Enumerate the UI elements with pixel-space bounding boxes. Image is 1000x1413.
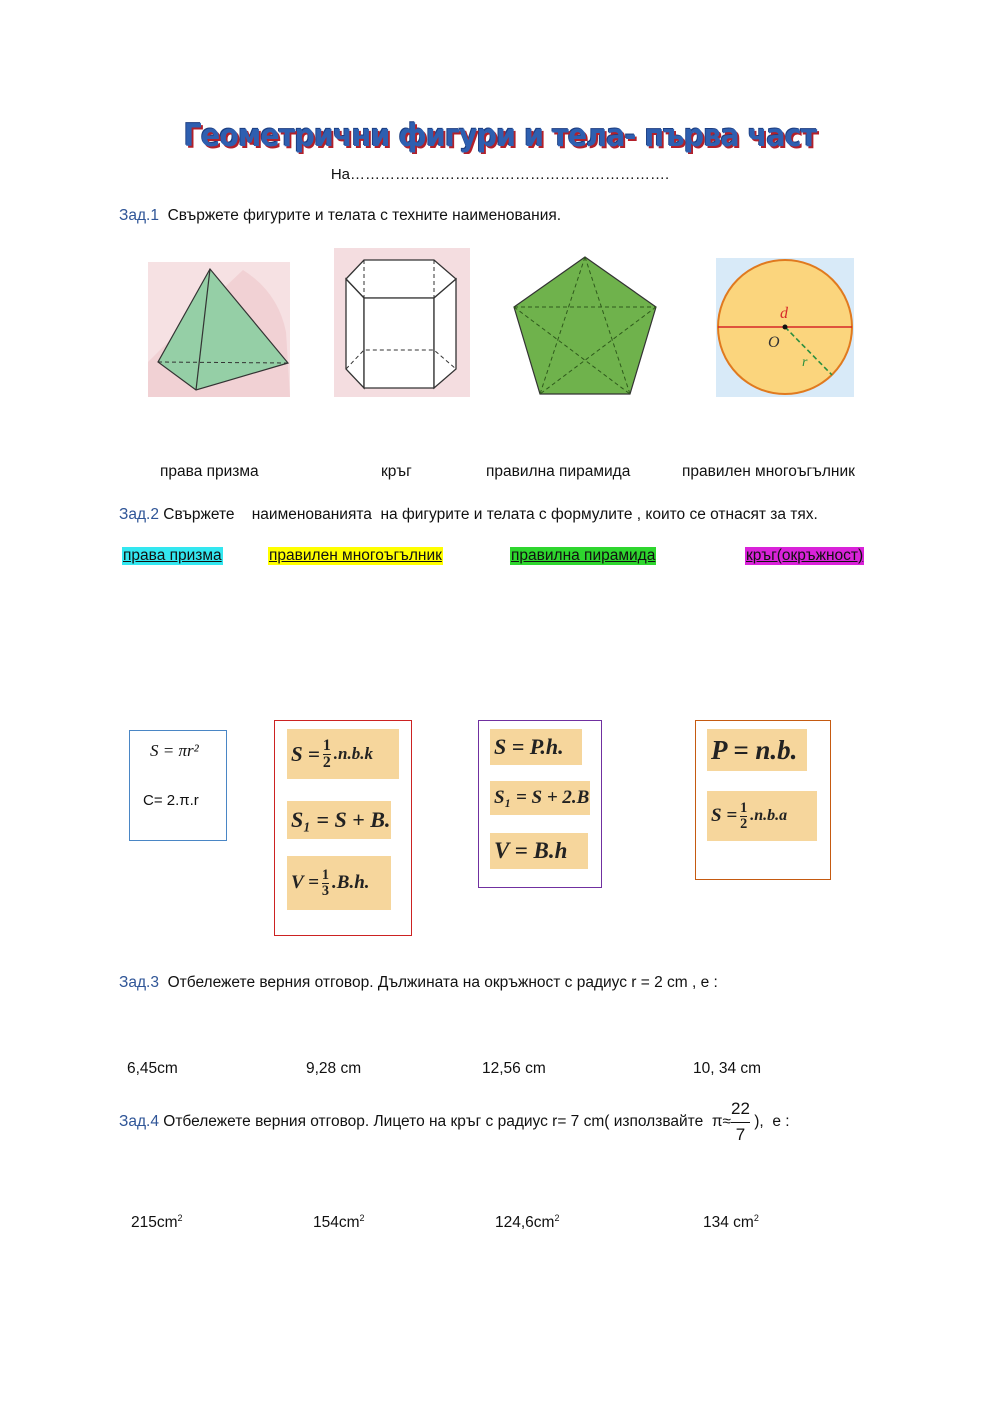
answer-value: 134 cm [703,1214,754,1232]
formula-pyramid-lateral [287,729,399,779]
name-right-prism[interactable]: права призма [123,547,222,564]
task4-number: Зад.4 [119,1113,159,1131]
name-regular-pyramid[interactable]: правилна пирамида [511,547,656,564]
pi-denominator: 7 [735,1124,746,1144]
label-regular-polygon[interactable]: правилен многоъгълник [682,463,855,480]
name-regular-polygon[interactable]: правилен многоъгълник [269,547,442,564]
answer-exponent: 2 [359,1213,365,1223]
task3-answer-c[interactable]: 12,56 cm [482,1060,546,1077]
formula-polygon-area-left: S = [711,805,738,826]
task4-answer-d[interactable] [703,1213,759,1232]
formula-pyramid-lateral-left: S = [291,741,320,766]
task4-answer-b[interactable] [313,1213,365,1232]
pi-numerator: 22 [731,1099,750,1118]
frac-numerator: 1 [740,800,748,817]
diameter-label: d [780,305,788,322]
radius-label: r [802,355,808,370]
task3-answer-a[interactable]: 6,45cm [127,1060,178,1077]
task3-answer-d[interactable]: 10, 34 cm [693,1060,762,1077]
frac-denominator: 2 [740,815,748,832]
pentagon-image[interactable] [510,254,660,399]
formula-polygon-area-right: .n.b.a [750,807,788,824]
task2-prompt [119,506,818,524]
formula-circle-circumference: C= 2.π.r [143,792,199,809]
task4-text-end: ), е : [749,1113,790,1131]
answer-exponent: 2 [753,1213,759,1223]
task1-number: Зад.1 [119,207,159,224]
task1-text: Свържете фигурите и телата с техните наименования. [167,207,562,224]
formula-box-polygon[interactable] [695,720,831,880]
pyramid-image[interactable] [148,262,290,397]
formula-polygon-area [707,791,817,841]
formula-pyramid-volume [287,856,391,910]
formula-circle-area: S = πr² [150,741,199,760]
pentagon-icon [510,254,660,399]
answer-value: 154cm [313,1214,360,1232]
answer-exponent: 2 [554,1213,560,1223]
task4-prompt [119,1100,790,1144]
task3-prompt [119,974,718,992]
formula-prism-volume: V = B.h [490,833,588,869]
label-regular-pyramid[interactable]: правилна пирамида [486,463,631,480]
task2-number: Зад.2 [119,506,159,523]
center-label: O [768,334,780,351]
task3-text: Отбележете верния отговор. Дължината на окръжност с радиус r = 2 cm , е : [167,974,718,991]
formula-pyramid-volume-left: V = [291,872,319,893]
pyramid-icon [148,262,290,397]
label-right-prism[interactable]: права призма [160,463,259,480]
task2-text: Свържете наименованията на фигурите и телата с формулите , които се отнасят за тях. [163,506,818,523]
formula-polygon-perimeter: P = n.b. [707,729,807,771]
task1-prompt [119,207,561,225]
formula-pyramid-total: S₁ = S + B. [287,801,391,839]
answer-exponent: 2 [177,1213,183,1223]
pi-approx-fraction [731,1100,750,1144]
name-circle[interactable]: кръг(окръжност) [746,547,864,564]
circle-image[interactable] [716,258,854,397]
formula-box-prism[interactable] [478,720,602,888]
hexagonal-prism-icon [334,248,470,397]
hexagonal-prism-image[interactable] [334,248,470,397]
task3-number: Зад.3 [119,974,159,991]
task4-answer-c[interactable] [495,1213,559,1232]
formula-box-pyramid[interactable] [274,720,412,936]
task3-answer-b[interactable]: 9,28 cm [306,1060,362,1077]
frac-numerator: 1 [321,867,330,884]
task4-text: Отбележете верния отговор. Лицето на кръг с радиус r= 7 cm( използвайте π≈ [163,1113,732,1131]
label-circle[interactable]: кръг [381,463,412,480]
student-name-line[interactable]: На………………………………………………………. [330,166,670,183]
formula-pyramid-lateral-right: .n.b.k [333,744,373,763]
answer-value: 215cm [131,1214,178,1232]
task4-answer-a[interactable] [131,1213,183,1232]
formula-prism-total: S₁ = S + 2.B [490,781,590,815]
formula-pyramid-volume-right: .B.h. [332,872,370,893]
page-title: Геометрични фигури и тела- първа част [183,118,817,154]
frac-numerator: 1 [322,736,331,754]
circle-icon [716,258,854,397]
frac-denominator: 2 [322,753,331,771]
frac-denominator: 3 [321,882,330,899]
formula-box-circle[interactable] [129,730,227,841]
formula-prism-lateral: S = P.h. [490,729,582,765]
answer-value: 124,6cm [495,1214,555,1232]
